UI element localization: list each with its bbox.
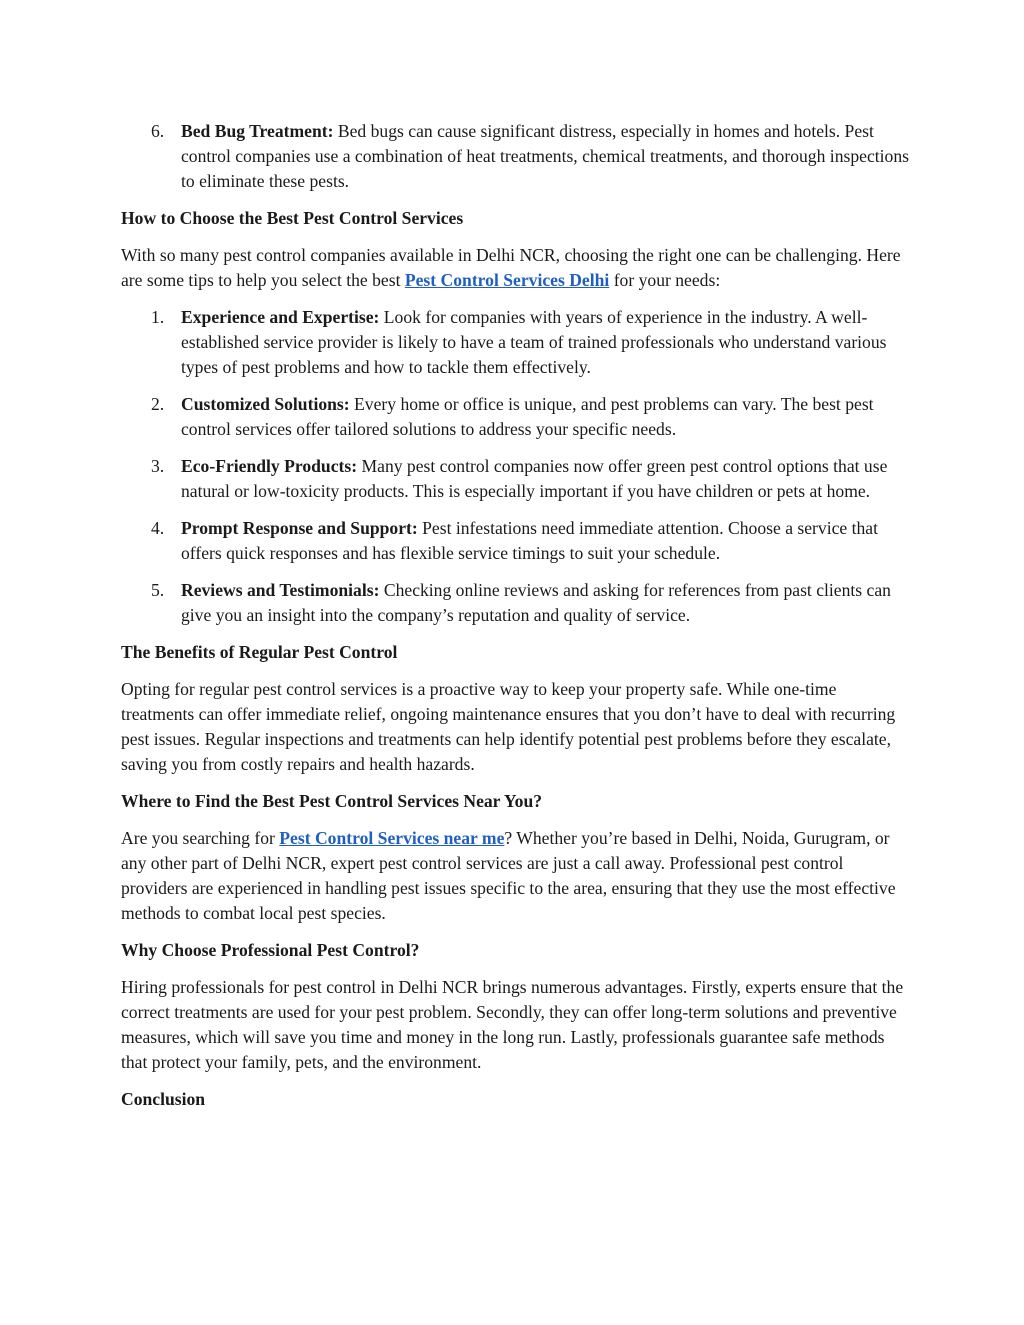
list-item — [121, 516, 911, 566]
list-number: 3. — [151, 456, 165, 476]
heading-benefits: The Benefits of Regular Pest Control — [121, 642, 398, 662]
link-pest-control-services-delhi[interactable]: Pest Control Services Delhi — [404, 270, 610, 290]
heading-why: Why Choose Professional Pest Control? — [121, 940, 420, 960]
list-term: Eco-Friendly Products: — [181, 456, 358, 476]
treatment-list — [121, 119, 911, 194]
list-number: 5. — [151, 580, 165, 600]
heading-where: Where to Find the Best Pest Control Services Near You? — [121, 791, 543, 811]
list-term: Experience and Expertise: — [181, 307, 380, 327]
heading-choose: How to Choose the Best Pest Control Services — [121, 208, 464, 228]
list-term: Bed Bug Treatment: — [181, 121, 334, 141]
paragraph-benefits: Opting for regular pest control services is a proactive way to keep your property safe. While one-time treatments can offer immediate relief, ongoing maintenance ensures that you don’t have to deal with recurring pest issues. Regular inspections and treatments can help identify potential pest problems before they escalate, saving you from costly repairs and health hazards. — [121, 679, 896, 774]
paragraph-text: ? Whether you’re based in Delhi, Noida, Gurugram, or any other part of Delhi NCR, expert pest control services are just a call away. Professional pest control providers are experienced in handling pest issues specific to the area, ensuring that they use the most effective methods to combat local pest species. — [121, 828, 896, 923]
list-text: Bed bugs can cause significant distress, especially in homes and hotels. Pest control companies use a combination of heat treatments, chemical treatments, and thorough inspections to eliminate these pests. — [181, 121, 909, 191]
list-text: Look for companies with years of experience in the industry. A well-established service provider is likely to have a team of trained professionals who understand various types of pest problems and how to tackle them effectively. — [181, 307, 887, 377]
document-page — [121, 119, 911, 1124]
heading-conclusion: Conclusion — [121, 1089, 206, 1109]
link-pest-control-services-near-me[interactable]: Pest Control Services near me — [279, 828, 505, 848]
list-text: Every home or office is unique, and pest problems can vary. The best pest control services offer tailored solutions to address your specific needs. — [181, 394, 874, 439]
list-term: Reviews and Testimonials: — [181, 580, 380, 600]
paragraph-why: Hiring professionals for pest control in Delhi NCR brings numerous advantages. Firstly, experts ensure that the correct treatments are used for your pest problem. Secondly, they can offer long-term solutions and preventive measures, which will save you time and money in the long run. Lastly, professionals guarantee safe methods that protect your family, pets, and the environment. — [121, 977, 904, 1072]
tips-list — [121, 305, 911, 628]
list-item — [121, 119, 911, 194]
paragraph-text: for your needs: — [609, 270, 721, 290]
list-number: 1. — [151, 307, 165, 327]
list-text: Many pest control companies now offer green pest control options that use natural or low-toxicity products. This is especially important if you have children or pets at home. — [181, 456, 888, 501]
list-item — [121, 454, 911, 504]
list-item — [121, 578, 911, 628]
list-number: 4. — [151, 518, 165, 538]
paragraph-choose — [121, 243, 911, 293]
list-term: Customized Solutions: — [181, 394, 350, 414]
paragraph-text: With so many pest control companies available in Delhi NCR, choosing the right one can be challenging. Here are some tips to help you select the best — [121, 245, 901, 290]
list-text: Checking online reviews and asking for references from past clients can give you an insight into the company’s reputation and quality of service. — [181, 580, 891, 625]
paragraph-where — [121, 826, 911, 926]
list-number: 6. — [151, 121, 165, 141]
paragraph-text: Are you searching for — [121, 828, 280, 848]
list-item — [121, 305, 911, 380]
list-text: Pest infestations need immediate attention. Choose a service that offers quick responses and has flexible service timings to suit your schedule. — [181, 518, 878, 563]
list-item — [121, 392, 911, 442]
list-number: 2. — [151, 394, 165, 414]
list-term: Prompt Response and Support: — [181, 518, 418, 538]
